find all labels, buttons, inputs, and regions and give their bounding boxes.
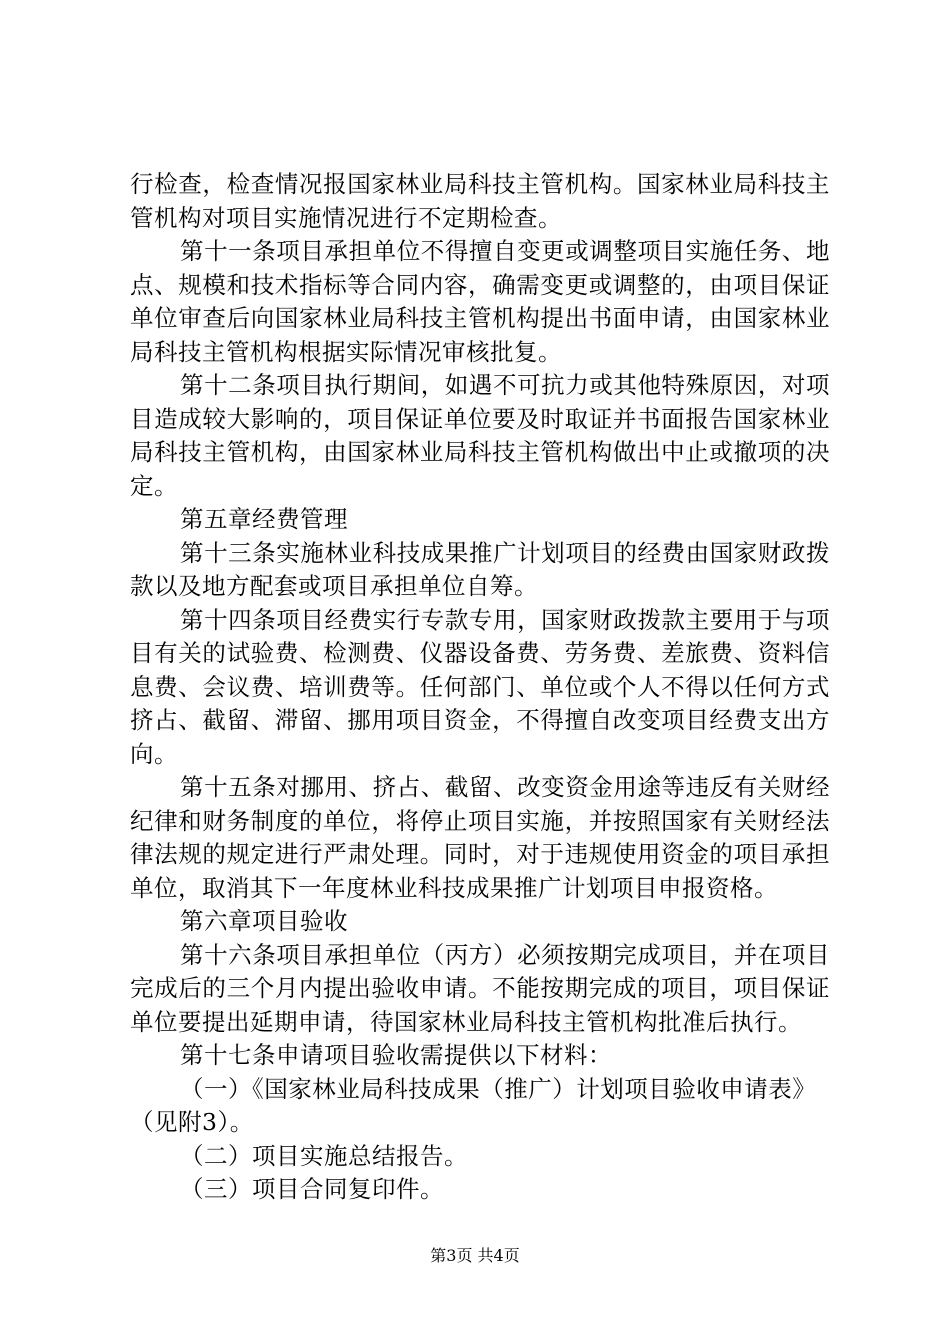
- paragraph-continuation: 行检查，检查情况报国家林业局科技主管机构。国家林业局科技主管机构对项目实施情况进行不定期检查。: [130, 170, 830, 232]
- chapter-5-title: 第五章经费管理: [180, 505, 348, 533]
- article-12: 第十二条项目执行期间，如遇不可抗力或其他特殊原因，对项目造成较大影响的，项目保证单位要及时取证并书面报告国家林业局科技主管机构，由国家林业局科技主管机构做出中止或撤项的决定。: [130, 371, 830, 500]
- article-16: 第十六条项目承担单位（丙方）必须按期完成项目，并在项目完成后的三个月内提出验收申请。不能按期完成的项目，项目保证单位要提出延期申请，待国家林业局科技主管机构批准后执行。: [130, 940, 830, 1036]
- material-item-1: （一）《国家林业局科技成果（推广）计划项目验收申请表》（见附3）。: [130, 1074, 817, 1136]
- article-11: 第十一条项目承担单位不得擅自变更或调整项目实施任务、地点、规模和技术指标等合同内容，确需变更或调整的，由项目保证单位审查后向国家林业局科技主管机构提出书面申请，由国家林业局科技主管机构根据实际情况审核批复。: [130, 237, 830, 366]
- article-13: 第十三条实施林业科技成果推广计划项目的经费由国家财政拨款以及地方配套或项目承担单位自筹。: [130, 538, 830, 600]
- material-item-3: （三）项目合同复印件。: [180, 1175, 444, 1203]
- article-15: 第十五条对挪用、挤占、截留、改变资金用途等违反有关财经纪律和财务制度的单位，将停止项目实施，并按照国家有关财经法律法规的规定进行严肃处理。同时，对于违规使用资金的项目承担单位，取消其下一年度林业科技成果推广计划项目申报资格。: [130, 773, 830, 902]
- article-14: 第十四条项目经费实行专款专用，国家财政拨款主要用于与项目有关的试验费、检测费、仪器设备费、劳务费、差旅费、资料信息费、会议费、培训费等。任何部门、单位或个人不得以任何方式挤占、截留、滞留、挪用项目资金，不得擅自改变项目经费支出方向。: [130, 605, 830, 768]
- material-item-2: （二）项目实施总结报告。: [180, 1141, 468, 1170]
- article-17: 第十七条申请项目验收需提供以下材料：: [180, 1041, 612, 1069]
- chapter-6-title: 第六章项目验收: [180, 907, 348, 935]
- page-footer: 第3页 共4页: [430, 1246, 520, 1265]
- document-body: [130, 168, 830, 1207]
